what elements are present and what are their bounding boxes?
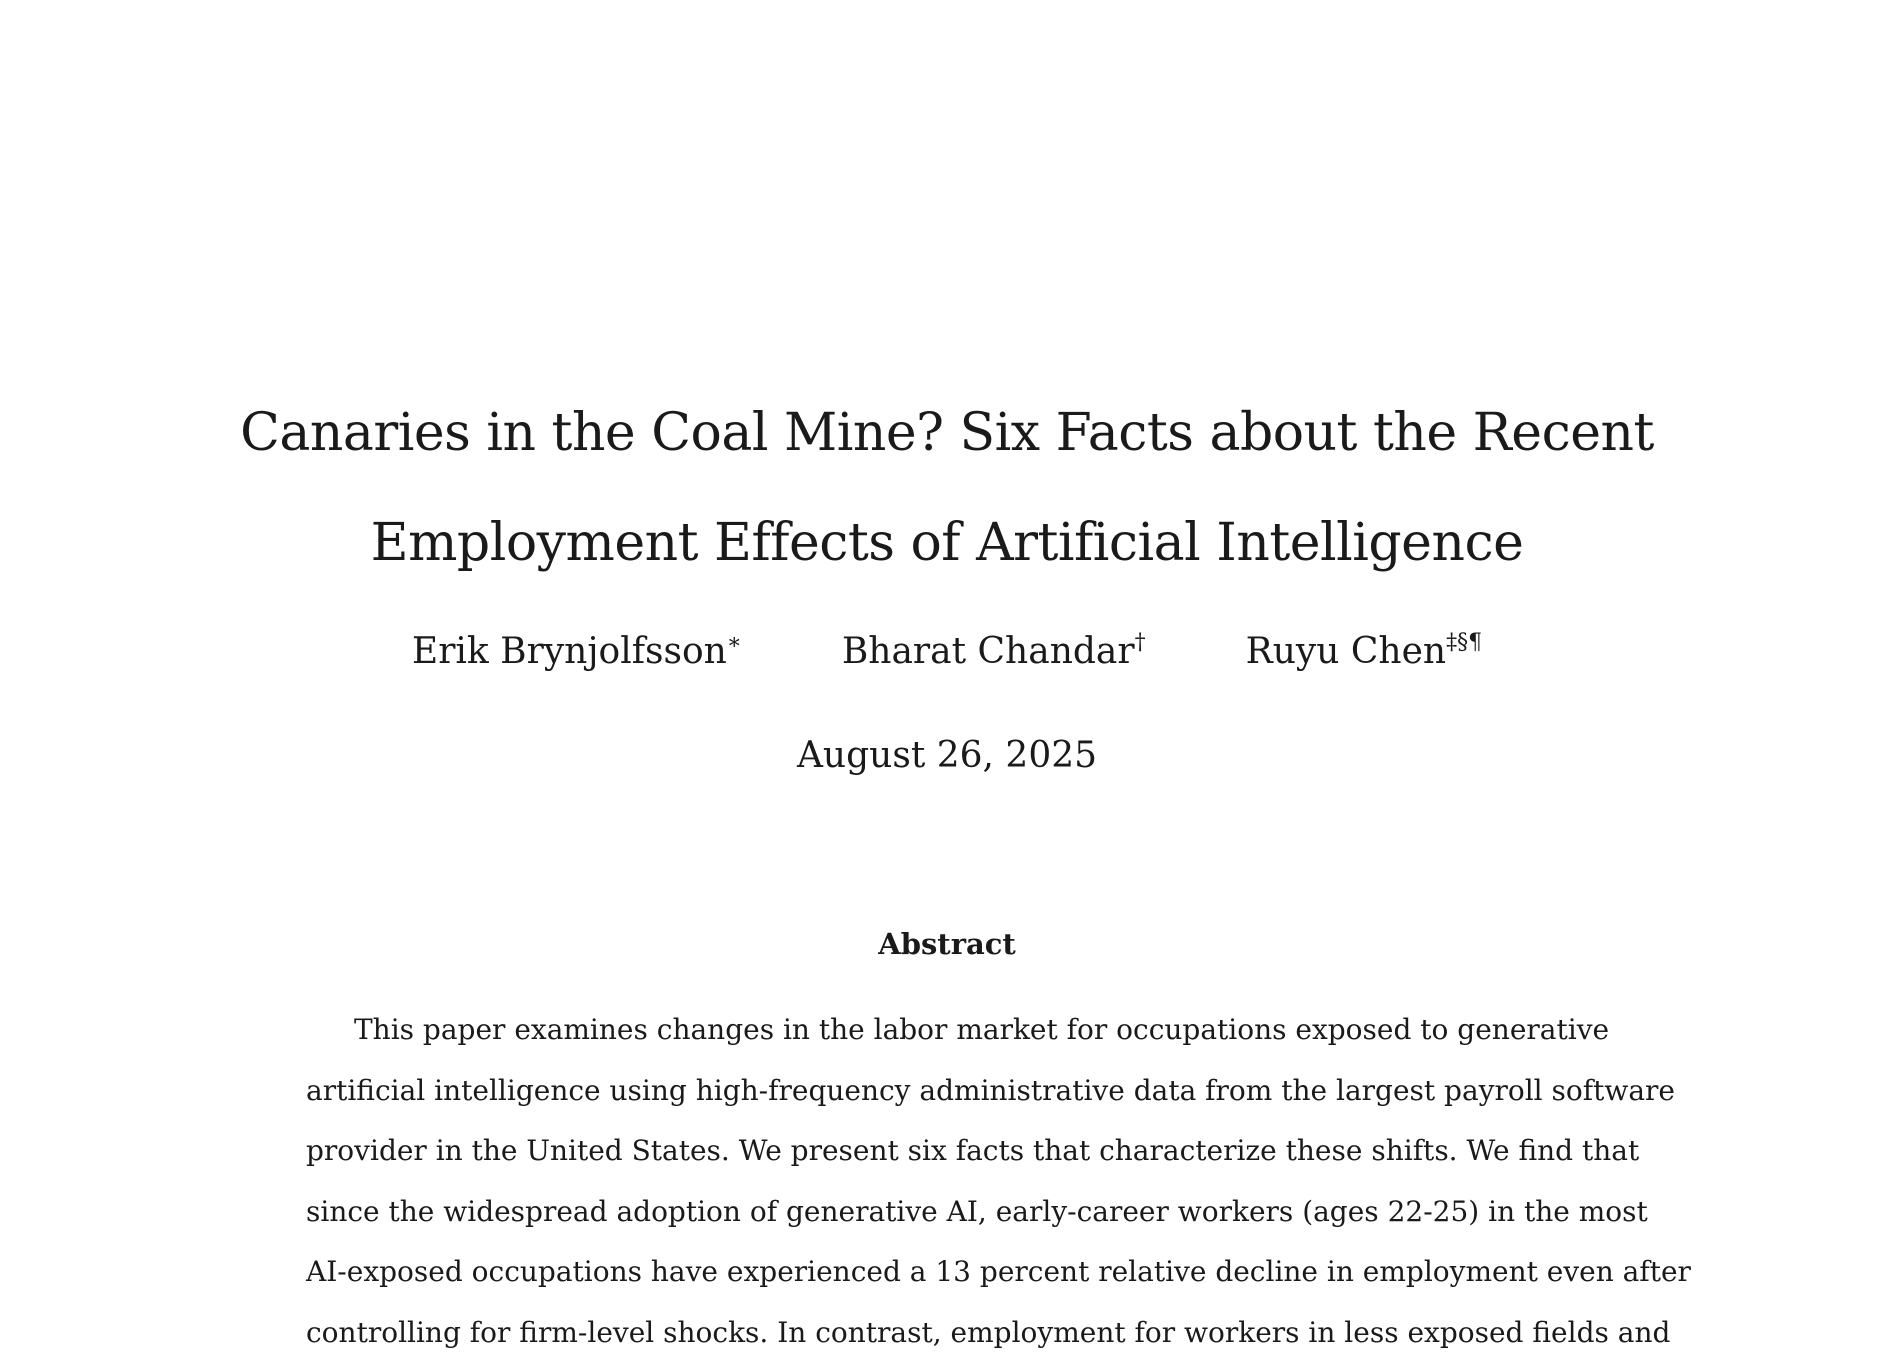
abstract-line: AI-exposed occupations have experienced a 13 percent relative decline in employment even after (306, 1242, 1590, 1303)
author-1 (412, 628, 742, 676)
author-list (0, 628, 1894, 676)
title-line-1: Canaries in the Coal Mine? Six Facts about the Recent (0, 378, 1894, 488)
author-name: Erik Brynjolfsson (412, 631, 727, 672)
author-2 (842, 628, 1146, 676)
abstract-body (306, 1000, 1590, 1363)
author-name: Bharat Chandar (842, 631, 1135, 672)
paper-title (0, 378, 1894, 598)
abstract-line: This paper examines changes in the labor market for occupations exposed to generative (306, 1000, 1590, 1061)
title-line-2: Employment Effects of Artificial Intelligence (0, 488, 1894, 598)
abstract-line: provider in the United States. We present six facts that characterize these shifts. We find that (306, 1121, 1590, 1182)
publication-date: August 26, 2025 (0, 732, 1894, 780)
abstract-heading: Abstract (0, 924, 1894, 964)
abstract-line: since the widespread adoption of generative AI, early-career workers (ages 22-25) in the most (306, 1182, 1590, 1243)
author-3 (1246, 628, 1482, 676)
author-footnote-marks: ‡§¶ (1446, 630, 1482, 655)
abstract-line: controlling for firm-level shocks. In contrast, employment for workers in less exposed fields and (306, 1303, 1590, 1363)
author-footnote-marks: † (1135, 630, 1146, 655)
author-footnote-marks: ∗ (727, 630, 742, 655)
author-name: Ruyu Chen (1246, 631, 1446, 672)
abstract-line: artificial intelligence using high-frequency administrative data from the largest payroll software (306, 1061, 1590, 1122)
